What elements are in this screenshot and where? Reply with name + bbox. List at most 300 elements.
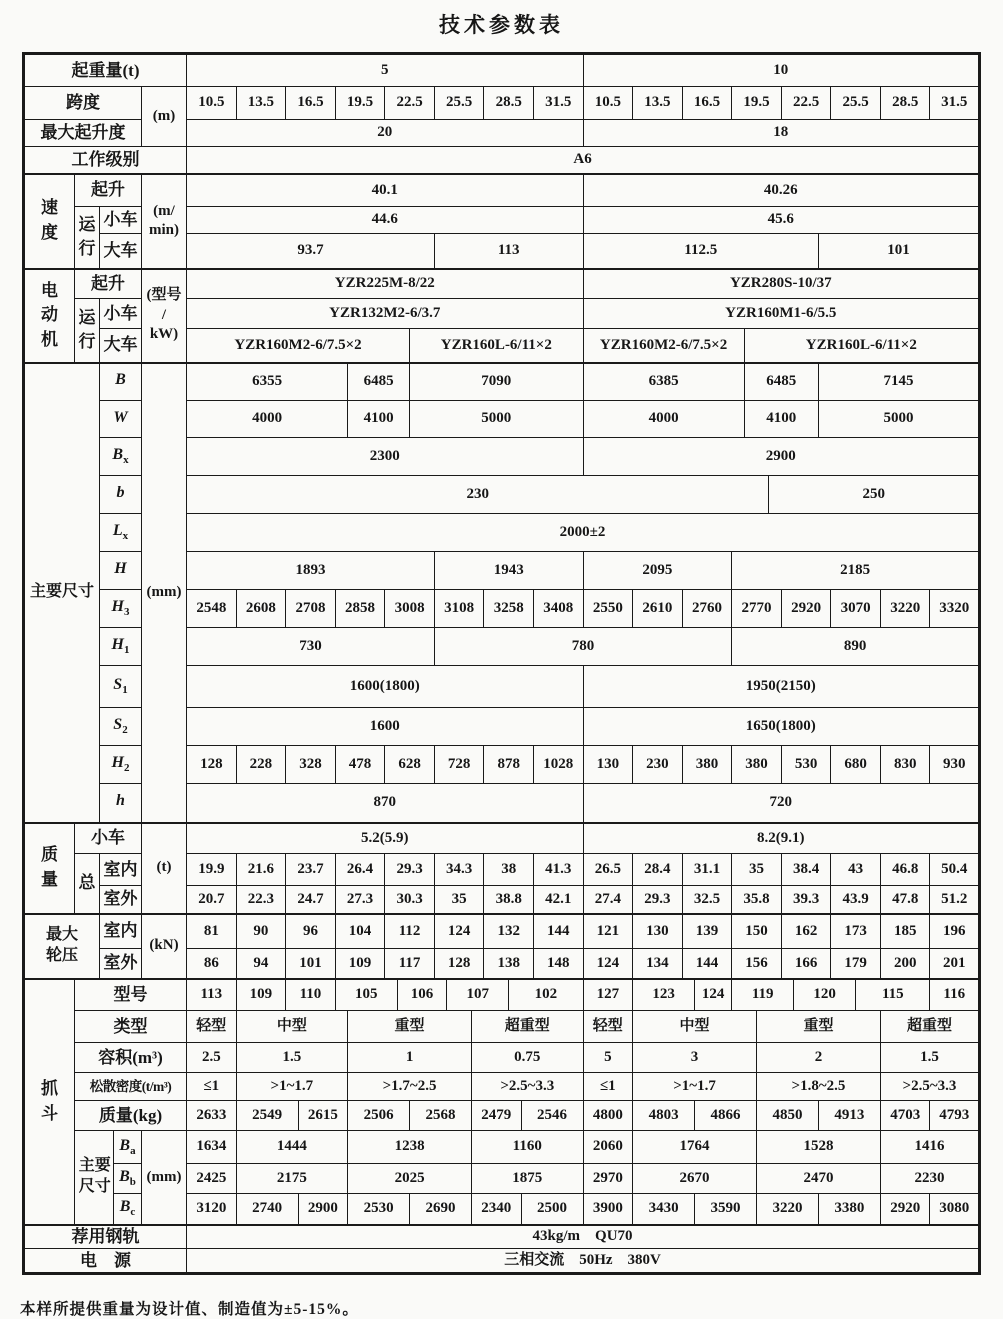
- value-cell: 20.7: [187, 886, 237, 914]
- value-cell: 162: [781, 914, 831, 949]
- trolley-label: 小车: [100, 207, 142, 234]
- value-cell: 31.5: [533, 87, 583, 120]
- value-cell: 6355: [187, 363, 348, 401]
- value-cell: 23.7: [286, 854, 336, 886]
- value-cell: 109: [236, 979, 286, 1011]
- dim-symbol-sub: 2: [122, 724, 128, 737]
- table-row: [24, 54, 980, 87]
- value-cell: 2500: [521, 1194, 583, 1225]
- value-cell: 45.6: [583, 207, 980, 234]
- value-cell: 3: [633, 1043, 757, 1073]
- dim-symbol-main: B: [119, 1136, 131, 1154]
- value-cell: 27.3: [335, 886, 385, 914]
- value-cell: 51.2: [930, 886, 980, 914]
- value-cell: YZR160M1-6/5.5: [583, 299, 980, 329]
- mass-unit: (t): [142, 823, 187, 914]
- value-cell: 超重型: [472, 1011, 584, 1043]
- value-cell: 29.3: [633, 886, 683, 914]
- value-cell: 2300: [187, 438, 584, 476]
- dim-symbol: [100, 514, 142, 552]
- dim-symbol: [100, 438, 142, 476]
- value-cell: 6485: [744, 363, 818, 401]
- value-cell: 113: [434, 234, 583, 269]
- wheel-load-label: [24, 914, 100, 979]
- grab-dims-label: [75, 1131, 114, 1225]
- dim-symbol-main: H: [111, 636, 124, 654]
- type-label: 类型: [75, 1011, 187, 1043]
- table-row: [24, 1131, 980, 1164]
- dim-symbol-sub: 1: [123, 644, 130, 657]
- dim-symbol-sub: c: [130, 1206, 136, 1219]
- value-cell: 2025: [348, 1164, 472, 1194]
- indoor-label: 室内: [100, 854, 142, 886]
- value-cell: 1875: [472, 1164, 584, 1194]
- value-cell: 530: [781, 746, 831, 784]
- value-cell: 13.5: [236, 87, 286, 120]
- value-cell: 超重型: [880, 1011, 979, 1043]
- value-cell: 2: [757, 1043, 881, 1073]
- value-cell: 29.3: [385, 854, 435, 886]
- value-cell: 2760: [682, 590, 732, 628]
- rail-value: 43kg/m QU70: [187, 1225, 980, 1249]
- value-cell: 201: [930, 949, 980, 979]
- travel-label: [75, 207, 100, 269]
- value-cell: 1028: [533, 746, 583, 784]
- value-cell: 107: [447, 979, 509, 1011]
- power-value: 三相交流 50Hz 380V: [187, 1249, 980, 1274]
- table-row: [24, 147, 980, 174]
- value-cell: 2900: [298, 1194, 348, 1225]
- value-cell: 24.7: [286, 886, 336, 914]
- value-cell: 3590: [695, 1194, 757, 1225]
- value-cell: 113: [187, 979, 237, 1011]
- value-cell: YZR132M2-6/3.7: [187, 299, 584, 329]
- value-cell: 轻型: [583, 1011, 633, 1043]
- value-cell: 5000: [410, 401, 583, 438]
- value-cell: 35: [434, 886, 484, 914]
- value-cell: 35.8: [732, 886, 782, 914]
- value-cell: >1~1.7: [236, 1073, 348, 1101]
- value-cell: >1~1.7: [633, 1073, 757, 1101]
- value-cell: 1943: [434, 552, 583, 590]
- value-cell: 4703: [880, 1101, 930, 1131]
- value-cell: 25.5: [831, 87, 881, 120]
- value-cell: 1.5: [880, 1043, 979, 1073]
- value-cell: 2615: [298, 1101, 348, 1131]
- table-row: [24, 823, 980, 854]
- value-cell: 1416: [880, 1131, 979, 1164]
- value-cell: 124: [434, 914, 484, 949]
- value-cell: 43.9: [831, 886, 881, 914]
- value-cell: 144: [533, 914, 583, 949]
- value-cell: YZR160M2-6/7.5×2: [187, 329, 410, 363]
- value-cell: 38.8: [484, 886, 534, 914]
- dim-symbol-main: B: [119, 1168, 130, 1186]
- value-cell: 2550: [583, 590, 633, 628]
- value-cell: 2970: [583, 1164, 633, 1194]
- value-cell: 116: [930, 979, 980, 1011]
- value-cell: 2095: [583, 552, 732, 590]
- mass-label-text: 质量: [40, 845, 58, 889]
- rail-label: 荐用钢轨: [24, 1225, 187, 1249]
- value-cell: 22.5: [385, 87, 435, 120]
- travel-label: [75, 299, 100, 363]
- value-cell: 1600(1800): [187, 666, 584, 708]
- lift-height-label: 最大起升度: [24, 120, 142, 147]
- crane-label: 大车: [100, 329, 142, 363]
- dim-symbol-main: H: [111, 598, 124, 616]
- value-cell: 39.3: [781, 886, 831, 914]
- value-cell: 106: [397, 979, 447, 1011]
- value-cell: 38.4: [781, 854, 831, 886]
- table-row: [24, 87, 980, 120]
- value-cell: 10: [583, 54, 980, 87]
- grab-dims-label-text: 主要尺寸: [78, 1157, 111, 1196]
- value-cell: 128: [434, 949, 484, 979]
- dim-symbol-main: b: [116, 484, 125, 502]
- value-cell: 124: [583, 949, 633, 979]
- value-cell: 1.5: [236, 1043, 348, 1073]
- dim-symbol: [100, 476, 142, 514]
- value-cell: 1893: [187, 552, 435, 590]
- motor-unit-line2: /: [161, 306, 167, 323]
- value-cell: 7090: [410, 363, 583, 401]
- dim-symbol: [100, 746, 142, 784]
- value-cell: >1.7~2.5: [348, 1073, 472, 1101]
- dim-symbol-sub: 1: [122, 684, 128, 697]
- value-cell: 31.1: [682, 854, 732, 886]
- value-cell: 1600: [187, 708, 584, 746]
- value-cell: 6385: [583, 363, 744, 401]
- model-label: 型号: [75, 979, 187, 1011]
- power-label: 电 源: [24, 1249, 187, 1274]
- value-cell: 144: [682, 949, 732, 979]
- table-row: [24, 1225, 980, 1249]
- value-cell: 680: [831, 746, 881, 784]
- speed-label: [24, 174, 75, 269]
- speed-label-text: 速度: [40, 198, 58, 242]
- table-row: [24, 1249, 980, 1274]
- value-cell: 19.5: [732, 87, 782, 120]
- duty-class-label: 工作级别: [24, 147, 187, 174]
- value-cell: 780: [434, 628, 731, 666]
- value-cell: 19.9: [187, 854, 237, 886]
- value-cell: 13.5: [633, 87, 683, 120]
- value-cell: 109: [335, 949, 385, 979]
- value-cell: 2548: [187, 590, 237, 628]
- value-cell: 1444: [236, 1131, 348, 1164]
- dim-symbol-sub: 2: [123, 762, 130, 775]
- hoist-label: 起升: [75, 174, 142, 207]
- value-cell: >2.5~3.3: [880, 1073, 979, 1101]
- value-cell: 轻型: [187, 1011, 237, 1043]
- table-row: [24, 174, 980, 207]
- value-cell: 2633: [187, 1101, 237, 1131]
- value-cell: ≤1: [187, 1073, 237, 1101]
- value-cell: 86: [187, 949, 237, 979]
- motor-unit: [142, 269, 187, 363]
- dim-symbol-main: h: [116, 792, 125, 810]
- value-cell: 22.5: [781, 87, 831, 120]
- value-cell: 730: [187, 628, 435, 666]
- value-cell: YZR160L-6/11×2: [744, 329, 979, 363]
- dim-symbol-sub: 3: [123, 606, 130, 619]
- value-cell: 32.5: [682, 886, 732, 914]
- value-cell: 中型: [633, 1011, 757, 1043]
- dim-symbol: [100, 628, 142, 666]
- value-cell: 130: [633, 914, 683, 949]
- motor-label-text: 电动机: [40, 280, 58, 349]
- table-row: [24, 1101, 980, 1131]
- value-cell: 890: [732, 628, 980, 666]
- wheel-load-label-text: 最大轮压: [45, 926, 78, 964]
- dim-symbol-main: B: [119, 1198, 131, 1216]
- hoist-label: 起升: [75, 269, 142, 299]
- dim-symbol: [100, 708, 142, 746]
- value-cell: 2000±2: [187, 514, 980, 552]
- value-cell: 150: [732, 914, 782, 949]
- value-cell: 2546: [521, 1101, 583, 1131]
- travel-label-text: 运行: [78, 307, 96, 352]
- value-cell: 25.5: [434, 87, 484, 120]
- value-cell: 2470: [757, 1164, 881, 1194]
- dim-symbol-main: S: [113, 716, 123, 734]
- value-cell: YZR160M2-6/7.5×2: [583, 329, 744, 363]
- value-cell: 1764: [633, 1131, 757, 1164]
- value-cell: 10.5: [583, 87, 633, 120]
- value-cell: 4100: [744, 401, 818, 438]
- dim-symbol-main: W: [113, 408, 128, 426]
- value-cell: 43: [831, 854, 881, 886]
- value-cell: 35: [732, 854, 782, 886]
- page-title: 技术参数表: [439, 13, 564, 37]
- dim-symbol-sub: b: [129, 1176, 136, 1189]
- value-cell: 628: [385, 746, 435, 784]
- value-cell: 230: [633, 746, 683, 784]
- value-cell: 138: [484, 949, 534, 979]
- value-cell: 130: [583, 746, 633, 784]
- indoor-label: 室内: [100, 914, 142, 949]
- value-cell: 2858: [335, 590, 385, 628]
- value-cell: 2900: [583, 438, 980, 476]
- value-cell: 2185: [732, 552, 980, 590]
- value-cell: 4850: [757, 1101, 819, 1131]
- value-cell: 4800: [583, 1101, 633, 1131]
- grab-label-text: 抓斗: [40, 1078, 58, 1123]
- value-cell: 166: [781, 949, 831, 979]
- dim-symbol-sub: x: [123, 454, 129, 467]
- value-cell: 728: [434, 746, 484, 784]
- value-cell: 96: [286, 914, 336, 949]
- value-cell: 22.3: [236, 886, 286, 914]
- value-cell: 156: [732, 949, 782, 979]
- outdoor-label: 室外: [100, 886, 142, 914]
- technical-parameters-table: [22, 52, 981, 1275]
- total-label-text: 总: [78, 872, 96, 892]
- value-cell: 18: [583, 120, 980, 147]
- value-cell: 3430: [633, 1194, 695, 1225]
- value-cell: 6485: [348, 363, 410, 401]
- value-cell: 830: [880, 746, 930, 784]
- capacity-label: 起重量(t): [24, 54, 187, 87]
- value-cell: 112.5: [583, 234, 818, 269]
- value-cell: 120: [794, 979, 856, 1011]
- value-cell: YZR225M-8/22: [187, 269, 584, 299]
- value-cell: 139: [682, 914, 732, 949]
- dim-symbol: [100, 666, 142, 708]
- speed-unit-line2: min): [149, 222, 180, 238]
- crane-label: 大车: [100, 234, 142, 269]
- value-cell: 2920: [880, 1194, 930, 1225]
- dim-symbol: [114, 1164, 142, 1194]
- value-cell: 2060: [583, 1131, 633, 1164]
- value-cell: 4100: [348, 401, 410, 438]
- value-cell: 10.5: [187, 87, 237, 120]
- span-unit: (m): [142, 87, 187, 147]
- value-cell: 3220: [757, 1194, 819, 1225]
- dim-symbol: [100, 401, 142, 438]
- value-cell: 27.4: [583, 886, 633, 914]
- value-cell: 230: [187, 476, 769, 514]
- value-cell: 28.5: [484, 87, 534, 120]
- table-row: [24, 914, 980, 949]
- motor-label: [24, 269, 75, 363]
- value-cell: 1634: [187, 1131, 237, 1164]
- dim-symbol: [114, 1131, 142, 1164]
- value-cell: 2920: [781, 590, 831, 628]
- footnote: 本样所提供重量为设计值、制造值为±5-15%。: [20, 1301, 359, 1318]
- value-cell: 173: [831, 914, 881, 949]
- value-cell: 878: [484, 746, 534, 784]
- value-cell: 2230: [880, 1164, 979, 1194]
- motor-unit-line1: (型号: [146, 287, 182, 304]
- value-cell: 200: [880, 949, 930, 979]
- value-cell: 8.2(9.1): [583, 823, 980, 854]
- value-cell: 28.4: [633, 854, 683, 886]
- dim-symbol-main: L: [112, 522, 123, 540]
- dim-symbol-main: H: [111, 754, 124, 772]
- outdoor-label: 室外: [100, 949, 142, 979]
- value-cell: 2740: [236, 1194, 298, 1225]
- dims-label: 主要尺寸: [24, 363, 100, 823]
- value-cell: YZR280S-10/37: [583, 269, 980, 299]
- value-cell: 3080: [930, 1194, 980, 1225]
- value-cell: 250: [769, 476, 980, 514]
- value-cell: 2708: [286, 590, 336, 628]
- value-cell: 870: [187, 784, 584, 823]
- value-cell: 1: [348, 1043, 472, 1073]
- value-cell: 4000: [187, 401, 348, 438]
- value-cell: 重型: [348, 1011, 472, 1043]
- value-cell: 2690: [410, 1194, 472, 1225]
- grab-dims-unit: (mm): [142, 1131, 187, 1225]
- value-cell: 3120: [187, 1194, 237, 1225]
- value-cell: 0.75: [472, 1043, 584, 1073]
- value-cell: 228: [236, 746, 286, 784]
- value-cell: 720: [583, 784, 980, 823]
- mass-label: [24, 823, 75, 914]
- trolley-label: 小车: [100, 299, 142, 329]
- value-cell: 20: [187, 120, 584, 147]
- value-cell: 2479: [472, 1101, 522, 1131]
- volume-label: 容积(m³): [75, 1043, 187, 1073]
- weight-label: 质量(kg): [75, 1101, 187, 1131]
- value-cell: 16.5: [682, 87, 732, 120]
- grab-label: [24, 979, 75, 1225]
- dim-symbol-main: B: [115, 371, 126, 389]
- travel-label-text: 运行: [78, 214, 96, 259]
- value-cell: 40.1: [187, 174, 584, 207]
- value-cell: 115: [856, 979, 930, 1011]
- value-cell: 3108: [434, 590, 484, 628]
- duty-class-value: A6: [187, 147, 980, 174]
- value-cell: 2610: [633, 590, 683, 628]
- value-cell: 4913: [818, 1101, 880, 1131]
- density-label: 松散密度(t/m³): [75, 1073, 187, 1101]
- value-cell: 2530: [348, 1194, 410, 1225]
- value-cell: 2425: [187, 1164, 237, 1194]
- value-cell: YZR160L-6/11×2: [410, 329, 583, 363]
- value-cell: 中型: [236, 1011, 348, 1043]
- value-cell: 101: [286, 949, 336, 979]
- value-cell: 2549: [236, 1101, 298, 1131]
- value-cell: 4000: [583, 401, 744, 438]
- value-cell: 21.6: [236, 854, 286, 886]
- value-cell: 119: [732, 979, 794, 1011]
- table-row: [24, 1043, 980, 1073]
- value-cell: 16.5: [286, 87, 336, 120]
- dim-symbol: [100, 363, 142, 401]
- value-cell: 134: [633, 949, 683, 979]
- value-cell: 117: [385, 949, 435, 979]
- value-cell: 26.4: [335, 854, 385, 886]
- table-row: [24, 979, 980, 1011]
- dim-symbol: [114, 1194, 142, 1225]
- value-cell: 123: [633, 979, 695, 1011]
- value-cell: 44.6: [187, 207, 584, 234]
- dims-unit: (mm): [142, 363, 187, 823]
- value-cell: 19.5: [335, 87, 385, 120]
- value-cell: 124: [695, 979, 732, 1011]
- value-cell: 380: [682, 746, 732, 784]
- value-cell: 3380: [818, 1194, 880, 1225]
- value-cell: 34.3: [434, 854, 484, 886]
- value-cell: 31.5: [930, 87, 980, 120]
- value-cell: 41.3: [533, 854, 583, 886]
- value-cell: 930: [930, 746, 980, 784]
- value-cell: 81: [187, 914, 237, 949]
- value-cell: 196: [930, 914, 980, 949]
- trolley-label: 小车: [75, 823, 142, 854]
- value-cell: 94: [236, 949, 286, 979]
- value-cell: 2568: [410, 1101, 472, 1131]
- value-cell: 148: [533, 949, 583, 979]
- value-cell: 3320: [930, 590, 980, 628]
- value-cell: 1528: [757, 1131, 881, 1164]
- span-label: 跨度: [24, 87, 142, 120]
- motor-unit-line3: kW): [149, 326, 179, 343]
- value-cell: 5: [583, 1043, 633, 1073]
- value-cell: >1.8~2.5: [757, 1073, 881, 1101]
- value-cell: 2608: [236, 590, 286, 628]
- value-cell: 3008: [385, 590, 435, 628]
- value-cell: 2.5: [187, 1043, 237, 1073]
- value-cell: 28.5: [880, 87, 930, 120]
- value-cell: 42.1: [533, 886, 583, 914]
- dim-symbol-main: B: [112, 446, 124, 464]
- value-cell: 2670: [633, 1164, 757, 1194]
- value-cell: 3070: [831, 590, 881, 628]
